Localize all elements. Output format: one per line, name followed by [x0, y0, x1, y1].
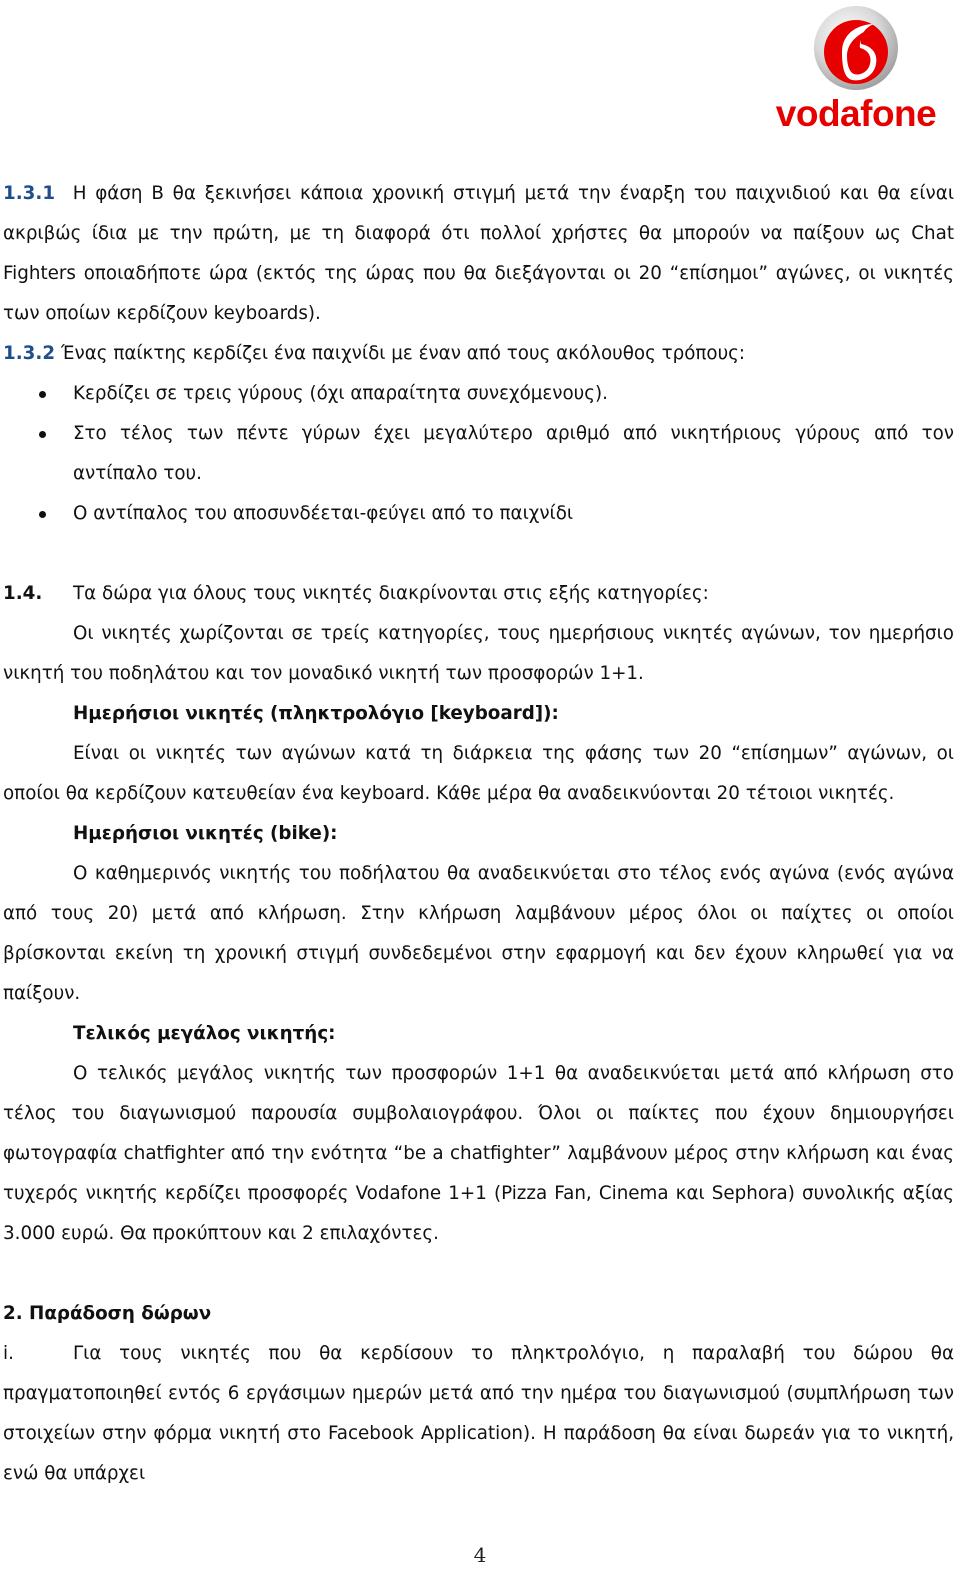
list-item: Στο τέλος των πέντε γύρων έχει μεγαλύτερο αριθμό από νικητήριους γύρους από τον αντίπαλο του.	[3, 414, 954, 494]
grand-winner-title: Τελικός μεγάλος νικητής:	[73, 1023, 336, 1044]
section-number: 1.3.1	[3, 183, 56, 204]
grand-winner-text: Ο τελικός μεγάλος νικητής των προσφορών 1+1 θα αναδεικνύεται μετά από κλήρωση στο τέλος του διαγωνισμού παρουσία συμβολαιογράφου. Όλοι οι παίκτες που έχουν δημιουργήσει φωτογραφία chatfighter από την ενότητα “be a chatfighter” λαμβάνουν μέρος στην κλήρωση και ένας τυχερός νικητής κερδίζει προσφορές Vodafone 1+1 (Pizza Fan, Cinema και Sephora) συνολικής αξίας 3.000 ευρώ. Θα προκύπτουν και 2 επιλαχόντες.	[3, 1063, 954, 1244]
vodafone-wordmark: vodafone	[775, 93, 937, 134]
item-label: i.	[3, 1343, 14, 1364]
section-text: Ένας παίκτης κερδίζει ένα παιχνίδι με έναν από τους ακόλουθος τρόπους:	[60, 343, 746, 364]
spacer	[3, 1254, 954, 1294]
prizes-intro: Οι νικητές χωρίζονται σε τρείς κατηγορίες, τους ημερήσιους νικητές αγώνων, τον ημερήσιο νικητή του ποδηλάτου και τον μοναδικό νικητή των προσφορών 1+1.	[3, 623, 954, 684]
item-text: Για τους νικητές που θα κερδίσουν το πληκτρολόγιο, η παραλαβή του δώρου θα πραγματοποιηθεί εντός 6 εργάσιμων ημερών μετά από την ημέρα του διαγωνισμού (συμπλήρωση των στοιχείων στην φόρμα νικητή στο Facebook Application). Η παράδοση θα είναι δωρεάν για το νικητή, ενώ θα υπάρχει	[3, 1343, 954, 1484]
vodafone-logo	[764, 6, 948, 132]
bike-winners-text: Ο καθημερινός νικητής του ποδήλατου θα αναδεικνύεται στο τέλος ενός αγώνα (ενός αγώνα από τους 20) μετά από κλήρωση. Στην κλήρωση λαμβάνουν μέρος όλοι οι παίχτες οι οποίοι βρίσκονται εκείνη τη χρονική στιγμή συνδεδεμένοι στην εφαρμογή και δεν έχουν κληρωθεί για να παίξουν.	[3, 863, 954, 1004]
section-number: 1.4.	[3, 583, 43, 604]
section-1-3-2	[3, 334, 954, 374]
keyboard-winners-text: Είναι οι νικητές των αγώνων κατά τη διάρκεια της φάσης των 20 “επίσημων” αγώνων, οι οποίοι θα κερδίζουν κατευθείαν ένα keyboard. Κάθε μέρα θα αναδεικνύονται 20 τέτοιοι νικητές.	[3, 743, 954, 804]
section-text: Η φάση Β θα ξεκινήσει κάποια χρονική στιγμή μετά την έναρξη του παιχνιδιού και θα είναι ακριβώς ίδια με την πρώτη, με τη διαφορά ότι πολλοί χρήστες θα μπορούν να παίξουν ως Chat Fighters οποιαδήποτε ώρα (εκτός της ώρας που θα διεξάγονται οι 20 “επίσημοι” αγώνες, οι νικητές των οποίων κερδίζουν keyboards).	[3, 183, 955, 324]
win-conditions-list	[3, 374, 954, 534]
keyboard-winners-title: Ημερήσιοι νικητές (πληκτρολόγιο [keyboard]):	[73, 703, 559, 724]
list-item: Ο αντίπαλος του αποσυνδέεται-φεύγει από το παιχνίδι	[3, 494, 954, 534]
section-1-3-1	[3, 174, 954, 334]
section-2-item-i	[3, 1334, 954, 1494]
list-item: Κερδίζει σε τρεις γύρους (όχι απαραίτητα συνεχόμενους).	[3, 374, 954, 414]
section-number: 1.3.2	[3, 343, 56, 364]
document-body	[3, 174, 954, 1494]
section-2-heading: 2. Παράδοση δώρων	[3, 1303, 212, 1324]
bike-winners-title: Ημερήσιοι νικητές (bike):	[73, 823, 338, 844]
page-number: 4	[473, 1543, 487, 1567]
section-1-4-heading	[3, 574, 954, 614]
section-heading: Τα δώρα για όλους τους νικητές διακρίνονται στις εξής κατηγορίες:	[73, 583, 709, 604]
spacer	[3, 534, 954, 574]
